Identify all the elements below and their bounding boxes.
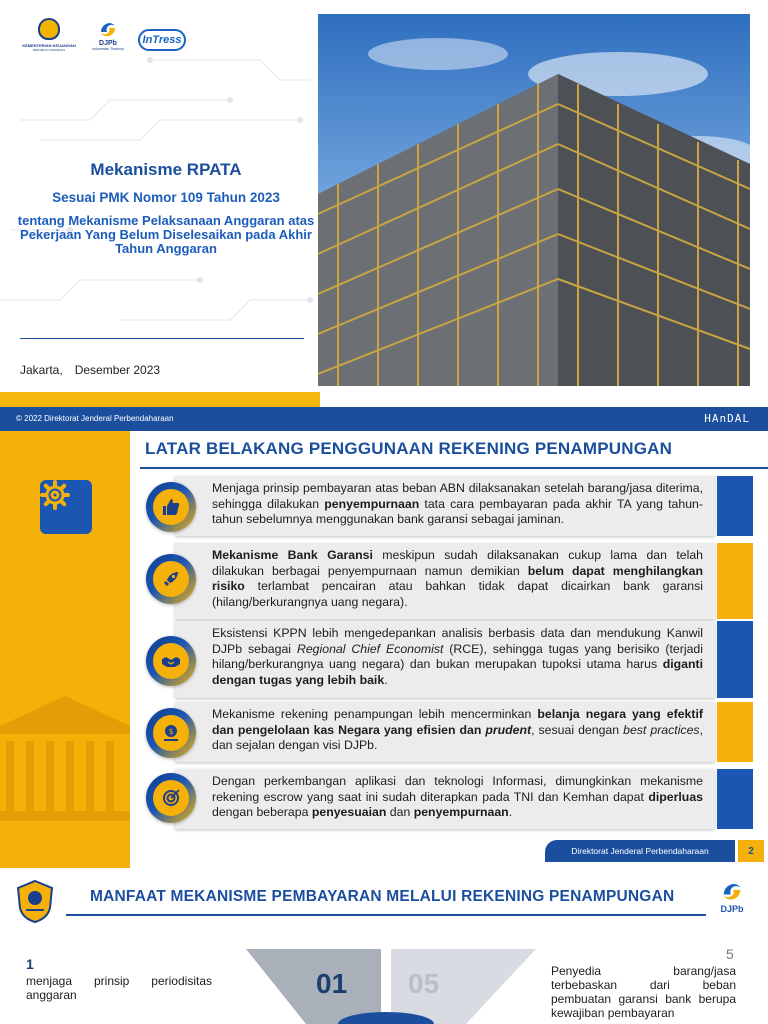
point-1-text-end: tata cara pembayaran pada akhir TA yang tahun-tahun sebelumnya menggunakan bank garansi sebagai jaminan. (212, 496, 703, 526)
benefits-slide (0, 868, 768, 1024)
background-point-1 (175, 476, 715, 536)
djpb-name: DJPb (99, 40, 117, 47)
kemenkeu-emblem-icon (12, 878, 58, 924)
cover-title: Mekanisme RPATA (90, 160, 242, 179)
point-4-accent (717, 702, 753, 762)
benefit-1-text: menjaga prinsip periodisitas anggaran (26, 974, 212, 1002)
kemenkeu-country: REPUBLIK INDONESIA (32, 48, 66, 52)
copyright-text: © 2022 Direktorat Jenderal Perbendaharaan (16, 414, 174, 423)
djpb-name: DJPb (720, 904, 744, 914)
benefit-wheel-diagram (236, 941, 546, 1024)
point-1-text: Menjaga prinsip pembayaran atas beban ABN dilaksanakan setelah barang/jasa diterima, sehingga dilakukan (212, 481, 703, 511)
cover-slide (0, 0, 768, 407)
point-5-bold: diperluas (648, 789, 703, 804)
point-3-accent (717, 621, 753, 698)
intress-logo: InTress (138, 29, 186, 51)
point-5-bold-2: penyesuaian (311, 805, 387, 819)
point-5-text-mid: dengan beberapa (212, 805, 312, 819)
cover-footer-bar (0, 392, 320, 407)
point-4-italic: best practices (623, 722, 700, 737)
cover-date: Desember 2023 (74, 363, 161, 377)
point-5-text: Dengan perkembangan aplikasi dan teknologi Informasi, dimungkinkan mekanisme rekening escrow yang saat ini sudah diterapkan pada TNI dan Kemhan dapat (212, 774, 703, 804)
djpb-tagline: Indonesian Treasury (92, 47, 124, 51)
slide3-title-underline (66, 914, 706, 916)
kemenkeu-name: KEMENTERIAN KEUANGAN (22, 43, 76, 48)
djpb-swirl-icon (719, 878, 745, 904)
djpb-logo-small (712, 878, 752, 924)
yellow-side-panel (0, 431, 130, 868)
slide2-title-underline (140, 467, 768, 469)
point-4-bold-italic: prudent (485, 722, 532, 737)
cover-city: Jakarta, (20, 363, 63, 377)
slide3-title: MANFAAT MEKANISME PEMBAYARAN MELALUI REKENING PENAMPUNGAN (90, 888, 675, 905)
kemenkeu-logo (20, 18, 78, 62)
cover-title-block (16, 160, 316, 256)
point-2-bold: Mekanisme Bank Garansi (212, 548, 373, 562)
point-2-accent (717, 543, 753, 619)
point-1-bold: penyempurnaan (324, 496, 420, 511)
benefit-segment-05: 05 (408, 968, 440, 999)
cover-description: tentang Mekanisme Pelaksanaan Anggaran atas Pekerjaan Yang Belum Diselesaikan pada Akhir Tahun Anggaran (17, 213, 315, 256)
logo-row (20, 18, 186, 62)
benefit-segment-01: 01 (316, 968, 348, 999)
point-3-bold: diganti dengan tugas yang lebih baik (212, 657, 703, 687)
point-4-text: Mekanisme rekening penampungan lebih mencerminkan (212, 707, 538, 721)
slide-header-bar (0, 407, 768, 431)
point-2-bold-2: belum dapat menghilangkan risiko (212, 563, 703, 593)
cover-subtitle: Sesuai PMK Nomor 109 Tahun 2023 (52, 190, 280, 205)
background-point-4 (175, 702, 715, 762)
benefit-1-number: 1 (26, 956, 34, 972)
point-4-bold: belanja negara yang efektif dan pengelolaan kas Negara yang efisien dan (212, 707, 703, 737)
background-slide (0, 407, 768, 868)
background-point-5 (175, 769, 715, 829)
money-icon (146, 708, 196, 758)
point-2-text-end: terlambat pencairan atau bahkan tidak dapat dicairkan bank garansi (hilang/berkurangnya uang negara). (212, 579, 703, 609)
point-2-text: meskipun sudah dilaksanakan cukup lama dan telah dilakukan berbagai penyempurnaan namun demikian (212, 548, 703, 578)
background-point-3 (175, 621, 715, 698)
handal-brand: HAnDAL (704, 412, 750, 425)
point-5-text-mid-2: dan (386, 805, 414, 819)
garuda-emblem-icon (38, 18, 60, 40)
djpb-logo (90, 18, 126, 62)
cover-divider (20, 338, 304, 339)
benefit-5-text: Penyedia barang/jasa terbebaskan dari beban pembuatan garansi bank berupa kewajiban pembayaran (551, 964, 736, 1020)
point-3-italic: Regional Chief Economist (296, 641, 444, 656)
djpb-swirl-icon (97, 18, 119, 40)
slide2-page-number: 2 (738, 840, 764, 862)
point-4-text-mid: , sesuai dengan (531, 722, 624, 737)
benefit-5-number: 5 (726, 946, 734, 962)
rocket-icon (146, 554, 196, 604)
point-4-text-end: , dan sejalan dengan visi DJPb. (212, 722, 703, 752)
cover-place-date (20, 363, 160, 377)
gear-icon (40, 480, 92, 534)
point-1-accent (717, 476, 753, 536)
target-icon (146, 773, 196, 823)
scaffolding-building-photo (318, 14, 750, 386)
thumbs-up-icon (146, 482, 196, 532)
point-3-text: Eksistensi KPPN lebih mengedepankan analisis berbasis data dan mendukung Kanwil DJPb sebagai (212, 626, 703, 656)
handshake-icon (146, 636, 196, 686)
point-3-text-end: . (384, 672, 388, 687)
background-point-2 (175, 543, 715, 619)
point-5-accent (717, 769, 753, 829)
slide2-footer: Direktorat Jenderal Perbendaharaan (545, 840, 735, 862)
point-5-bold-3: penyempurnaan (413, 805, 509, 819)
point-5-text-end: . (508, 805, 513, 819)
slide2-title: LATAR BELAKANG PENGGUNAAN REKENING PENAMPUNGAN (145, 439, 673, 458)
svg-text:$: $ (168, 727, 174, 736)
point-3-text-mid: (RCE), sehingga tugas yang berisiko (terjadi hilang/berkurangnya uang negara) dan bukan merupakan tupoksi utama harus (212, 641, 703, 671)
